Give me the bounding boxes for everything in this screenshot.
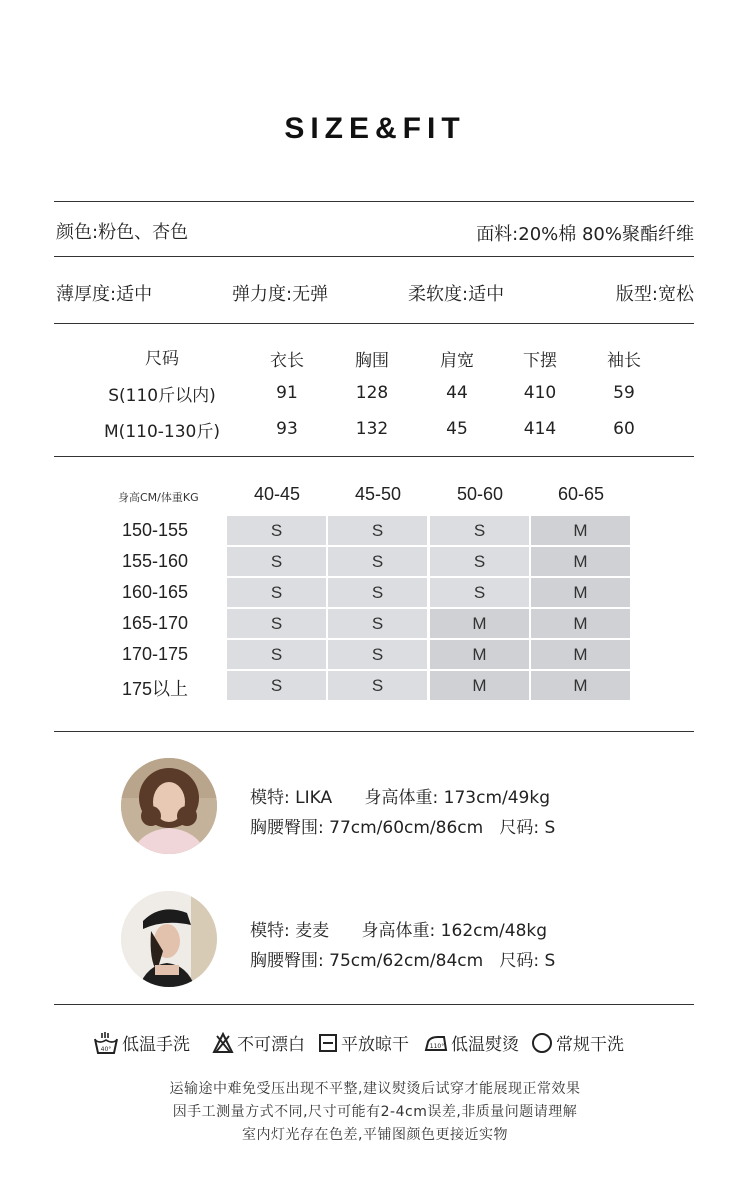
flat-dry-icon bbox=[318, 1033, 338, 1053]
model-avatar bbox=[121, 758, 217, 854]
height-label: 155-160 bbox=[122, 551, 189, 571]
divider bbox=[54, 731, 694, 732]
size-cell: M bbox=[430, 640, 529, 669]
model-measurements: 胸腰臀围: 77cm/60cm/86cm 尺码: S bbox=[250, 818, 556, 838]
height-label: 160-165 bbox=[122, 582, 189, 602]
model-name-height: 模特: 麦麦 身高体重: 162cm/48kg bbox=[250, 921, 548, 941]
height-label: 175以上 bbox=[122, 679, 189, 699]
model-photo-maimai bbox=[121, 891, 217, 987]
table-cell: 91 bbox=[276, 383, 298, 403]
size-header: 尺码 bbox=[145, 349, 179, 369]
size-cell: S bbox=[227, 671, 326, 700]
model-measurements: 胸腰臀围: 75cm/62cm/84cm 尺码: S bbox=[250, 951, 556, 971]
table-cell: 44 bbox=[446, 383, 468, 403]
model-avatar bbox=[121, 891, 217, 987]
care-item bbox=[318, 1030, 409, 1055]
size-cell: S bbox=[227, 609, 326, 638]
care-label: 低温熨烫 bbox=[451, 1035, 519, 1055]
table-cell: 128 bbox=[355, 383, 389, 403]
care-item bbox=[212, 1030, 305, 1055]
size-cell: M bbox=[531, 578, 630, 607]
care-item bbox=[93, 1030, 190, 1055]
low-temp-handwash-icon bbox=[93, 1031, 119, 1055]
divider bbox=[54, 256, 694, 257]
size-cell: S bbox=[430, 547, 529, 576]
size-cell: S bbox=[328, 640, 427, 669]
note-line: 运输途中难免受压出现不平整,建议熨烫后试穿才能展现正常效果 bbox=[169, 1081, 581, 1097]
care-label: 平放晾干 bbox=[341, 1035, 409, 1055]
table-row-label: S(110斤以内) bbox=[108, 386, 216, 406]
weight-header: 60-65 bbox=[557, 484, 605, 504]
size-cell: M bbox=[531, 671, 630, 700]
sleeve-header: 袖长 bbox=[607, 351, 641, 371]
size-cell: S bbox=[430, 578, 529, 607]
size-cell: S bbox=[328, 609, 427, 638]
care-label: 低温手洗 bbox=[122, 1035, 190, 1055]
model-name-height: 模特: LIKA 身高体重: 173cm/49kg bbox=[250, 788, 550, 808]
table-cell: 45 bbox=[446, 419, 468, 439]
size-cell: S bbox=[328, 578, 427, 607]
table-cell: 414 bbox=[523, 419, 557, 439]
length-header: 衣长 bbox=[270, 351, 304, 371]
page-title: SIZE&FIT bbox=[284, 112, 466, 145]
size-cell: S bbox=[227, 640, 326, 669]
size-cell: M bbox=[531, 516, 630, 545]
size-cell: S bbox=[227, 547, 326, 576]
size-cell: S bbox=[227, 578, 326, 607]
note-line: 室内灯光存在色差,平铺图颜色更接近实物 bbox=[242, 1127, 508, 1143]
height-label: 165-170 bbox=[122, 613, 189, 633]
height-label: 170-175 bbox=[122, 644, 189, 664]
divider bbox=[54, 456, 694, 457]
svg-text:40°: 40° bbox=[100, 1045, 112, 1053]
low-temp-iron-icon bbox=[424, 1033, 448, 1053]
table-cell: 410 bbox=[523, 383, 557, 403]
thickness-info: 薄厚度:适中 bbox=[56, 284, 153, 305]
care-item bbox=[531, 1030, 624, 1055]
table-cell: 93 bbox=[276, 419, 298, 439]
dry-clean-icon bbox=[531, 1032, 553, 1054]
size-cell: S bbox=[328, 547, 427, 576]
svg-text:110°: 110° bbox=[429, 1042, 445, 1050]
table-cell: 59 bbox=[613, 383, 635, 403]
model-photo-lika bbox=[121, 758, 217, 854]
size-cell: M bbox=[430, 671, 529, 700]
weight-header: 40-45 bbox=[253, 484, 301, 504]
elasticity-info: 弹力度:无弹 bbox=[232, 284, 329, 305]
grid-corner-label: 身高CM/体重KG bbox=[118, 491, 199, 504]
size-cell: M bbox=[531, 609, 630, 638]
care-item bbox=[424, 1030, 519, 1055]
fit-info: 版型:宽松 bbox=[615, 284, 694, 305]
hem-header: 下摆 bbox=[523, 351, 557, 371]
chest-header: 胸围 bbox=[355, 351, 389, 371]
note-line: 因手工测量方式不同,尺寸可能有2-4cm误差,非质量问题请理解 bbox=[172, 1104, 578, 1120]
material-info: 面料:20%棉 80%聚酯纤维 bbox=[476, 224, 694, 245]
weight-header: 45-50 bbox=[354, 484, 402, 504]
divider bbox=[54, 1004, 694, 1005]
size-cell: S bbox=[328, 516, 427, 545]
table-cell: 132 bbox=[355, 419, 389, 439]
care-label: 不可漂白 bbox=[237, 1035, 305, 1055]
color-info: 颜色:粉色、杏色 bbox=[56, 222, 189, 243]
size-cell: S bbox=[227, 516, 326, 545]
size-cell: M bbox=[430, 609, 529, 638]
divider bbox=[54, 323, 694, 324]
softness-info: 柔软度:适中 bbox=[408, 284, 505, 305]
size-cell: M bbox=[531, 547, 630, 576]
table-cell: 60 bbox=[613, 419, 635, 439]
height-label: 150-155 bbox=[122, 520, 189, 540]
shoulder-header: 肩宽 bbox=[440, 351, 474, 371]
table-row-label: M(110-130斤) bbox=[104, 422, 220, 442]
size-cell: M bbox=[531, 640, 630, 669]
weight-header: 50-60 bbox=[456, 484, 504, 504]
size-cell: S bbox=[430, 516, 529, 545]
size-cell: S bbox=[328, 671, 427, 700]
no-bleach-icon bbox=[212, 1032, 234, 1054]
divider bbox=[54, 201, 694, 202]
care-label: 常规干洗 bbox=[556, 1035, 624, 1055]
